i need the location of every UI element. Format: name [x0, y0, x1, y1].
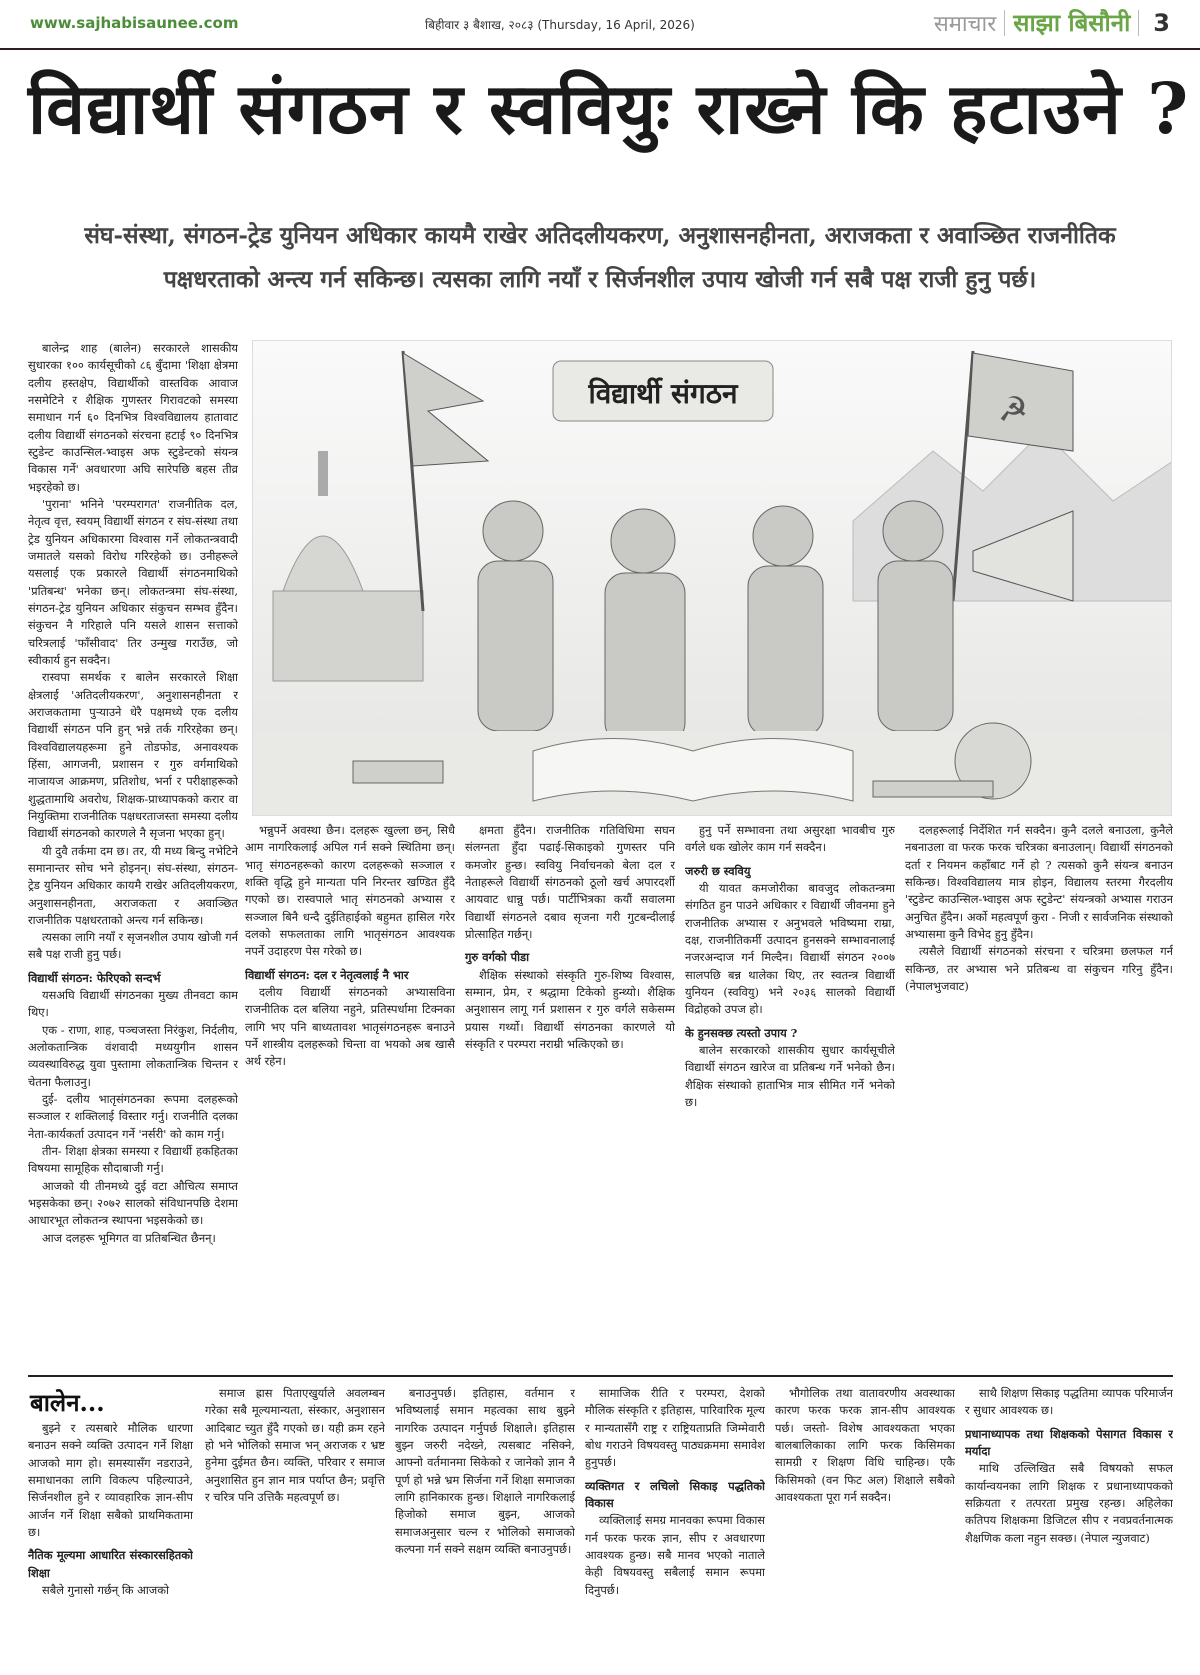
paragraph: साथै शिक्षण सिकाइ पद्धतिमा व्यापक परिमार्जन र सुधार आवश्यक छ। — [965, 1386, 1173, 1418]
paragraph: रास्वपा समर्थक र बालेन सरकारले शिक्षा क्षेत्रलाई 'अतिदलीयकरण', अनुशासनहीनता र अराजकतामा पुऱ्याउने धेरै पक्षमध्ये एक दलीय विद्यार्थी संगठन पनि हुन् भन्ने तर्क गरिरहेका छन्। विश्वविद्यालयहरूमा हुने तोडफोड, अनावश्यक हिंसा, आगजनी, प्रशासन र गुरु वर्गमाथिको नाजायज आक्रमण, प्रतिशोध, भर्ना र परीक्षाहरूको शुद्धतामाथि अवरोध, शिक्षक-प्राध्यापकको करार वा नियुक्तिमा राजनीतिक पक्षधरताजस्ता समस्या दलीय विद्यार्थी संगठनको कारणले नै सृजना भएका हुन्। — [28, 670, 238, 841]
bottom-column-2 — [205, 1385, 385, 1665]
headline: विद्यार्थी संगठन र स्ववियुः राख्ने कि हटाउने ? — [28, 67, 1190, 150]
divider — [1004, 10, 1005, 36]
paragraph: क्षमता हुँदैन। राजनीतिक गतिविधिमा सघन संलग्नता हुँदा पढाई-सिकाइको गुणस्तर पनि कमजोर हुन्छ। स्ववियु निर्वाचनको बेला दल र नेताहरूले विद्यार्थी संगठनको ठूलो खर्च अपारदर्शी आयवाट धान्नु पर्छ। पार्टीभित्रका कयौं सवालमा विद्यार्थी संगठनले दबाव सृजना गरी गुटबन्दीलाई प्रोत्साहित गर्छन्। — [465, 823, 675, 941]
paragraph: आज दलहरू भूमिगत वा प्रतिबन्धित छैनन्। — [42, 1230, 216, 1245]
paragraph: दलहरूलाई निर्देशित गर्न सक्दैन। कुनै दलले बनाउला, कुनैले नबनाउला वा फरक फरक चरित्रका बनाउलान्। विद्यार्थी संगठनको दर्ता र नियमन कहाँबाट गर्ने हो ? त्यसको कुनै संयन्त्र बनाउन सकिन्छ। विश्वविद्यालय मात्र होइन, विद्यालय स्तरमा गैरदलीय 'स्टुडेन्ट काउन्सिल-भ्वाइस अफ स्टुडेन्ट' संयन्त्रको अभ्यास गराउन अनुचित हुँदैन। अर्को महत्वपूर्ण कुरा - निजी र सार्वजनिक संस्थाको अभ्यासमा कुनै विभेद हुनु हुँदैन। — [905, 823, 1173, 941]
subheading: गुरु वर्गको पीडा — [465, 950, 530, 965]
paragraph: व्यक्तिलाई समग्र मानवका रूपमा विकास गर्न फरक फरक ज्ञान, सीप र अवधारणा आवश्यक हुन्छ। सबै मानव भएको नाताले केही विषयवस्तु सबैलाई समान रूपमा दिनुपर्छ। — [585, 1513, 765, 1597]
paragraph: आजको यी तीनमध्ये दुई वटा औचित्य समाप्त भइसकेका छन्। २०७२ सालको संविधानपछि देशमा आधारभूत लोकतन्त्र स्थापना भइसकेको छ। — [28, 1178, 238, 1228]
paragraph: माथि उल्लिखित सबै विषयको सफल कार्यान्वयनका लागि शिक्षक र प्रधानाध्यापकको सक्रियता र तत्परता प्रमुख रहन्छ। अहिलेका कतिपय शिक्षकमा डिजिटल सीप र नवप्रवर्तनात्मक शैक्षणिक कला नहुन सक्छ। (नेपाल न्युजवाट) — [965, 1461, 1173, 1545]
subheading: विद्यार्थी संगठन: फेरिएको सन्दर्भ — [28, 970, 161, 985]
paragraph: भौगोलिक तथा वातावरणीय अवस्थाका कारण फरक फरक ज्ञान-सीप आवश्यक पर्छ। जस्तो- विशेष आवश्यकता भएका बालबालिकाका लागि फरक किसिमका सामग्री र शिक्षण विधि चाहिन्छ। एकै किसिमको (वन फिट अल) शिक्षाले सबैको आवश्यकता पूरा गर्न सक्दैन। — [775, 1386, 955, 1504]
page-number: 3 — [1153, 8, 1170, 37]
paragraph: यी दुवै तर्कमा दम छ। तर, यी मध्य बिन्दु नभेटिने समानान्तर सोच भने होइनन्। संघ-संस्था, संगठन-ट्रेड युनियन अधिकार कायमै राखेर अतिदलीयकरण, अनुशासनहीनता, अराजकता र अवाञ्छित राजनीतिक पक्षधरताको अन्त्य गर्न सकिन्छ। — [28, 843, 238, 927]
paragraph: सामाजिक रीति र परम्परा, देशको मौलिक संस्कृति र इतिहास, पारिवारिक मूल्य र मान्यतासँगै राष्ट्र र राष्ट्रियताप्रति जिम्मेवारी बोध गराउने विषयवस्तु पाठ्यक्रममा समावेश हुनुपर्छ। — [585, 1386, 765, 1470]
masthead — [0, 0, 1200, 50]
subheading: के हुनसक्छ त्यस्तो उपाय ? — [685, 1025, 798, 1040]
article-column-3 — [465, 822, 675, 1365]
paragraph: समाज ह्रास पिताएखुर्याले अवलम्बन गरेका सबै मूल्यमान्यता, संस्कार, अनुशासन आदिबाट च्युत हुँदै गएको छ। यही क्रम रहने हो भने भोलिको समाज भन् अराजक र भ्रष्ट हुनेमा दुईमत छैन। व्यक्ति, परिवार र समाज अनुशासित हुन ज्ञान मात्र पर्याप्त छैन; प्रवृत्ति र चरित्र पनि उत्तिकै महत्वपूर्ण छ। — [205, 1386, 385, 1504]
paragraph: त्यसैले विद्यार्थी संगठनको संरचना र चरित्रमा छलफल गर्न सकिन्छ, तर अभ्यास भने प्रतिबन्ध वा संकुचन गरिनु हुँदैन। (नेपालभुजवाट) — [905, 944, 1173, 993]
site-url[interactable]: www.sajhabisaunee.com — [30, 14, 239, 32]
paragraph: बुझ्ने र त्यसबारे मौलिक धारणा बनाउन सक्ने व्यक्ति उत्पादन गर्ने शिक्षा आजको माग हो। समस्यासँग नडराउने, समाधानका लागि विकल्प पहिल्याउने, सिर्जनशील हुने र व्यावहारिक ज्ञान-सीप आर्जन गर्ने शिक्षा सबैको प्राथमिकतामा छ। — [28, 1421, 193, 1539]
paragraph: बनाउनुपर्छ। इतिहास, वर्तमान र भविष्यलाई समान महत्वका साथ बुझ्ने नागरिक उत्पादन गर्नुपर्छ शिक्षाले। इतिहास बुझ्न जरुरी नदेख्ने, त्यसबाट नसिक्ने, आफ्नो वर्तमानमा सिकेको र जानेको ज्ञान नै पूर्ण हो भन्ने भ्रम सिर्जना गर्ने शिक्षा समाजका लागि हानिकारक हुन्छ। शिक्षाले नागरिकलाई हिजोको समाज बुझ्न, आजको समाजअनुसार चल्न र भोलिको समाजको कल्पना गर्न सक्ने सक्षम व्यक्ति बनाउनुपर्छ। — [395, 1386, 575, 1556]
bottom-column-5 — [775, 1385, 955, 1665]
bottom-column-6 — [965, 1385, 1173, 1665]
paragraph: भन्नुपर्ने अवस्था छैन। दलहरू खुल्ला छन्, सिधै आम नागरिकलाई अपिल गर्न सक्ने स्थितिमा छन्। भातृ संगठनहरूको कारण दलहरूको सञ्जाल र शक्ति वृद्धि हुने मान्यता पनि निरन्तर खण्डित हुँदै गएको छ। रास्वपाले भातृ संगठनको अभ्यास र सञ्जाल बिनै धन्दै दुईतिहाईको बहुमत हासिल गरेर दलको सफलताका लागि भातृसंगठन आवश्यक नपर्ने उदाहरण पेस गरेको छ। — [245, 823, 455, 959]
bottom-column-3 — [395, 1385, 575, 1665]
article-column-4 — [685, 822, 895, 1365]
paragraph: यसअघि विद्यार्थी संगठनका मुख्य तीनवटा काम थिए। — [28, 988, 238, 1020]
divider — [1138, 10, 1139, 36]
bottom-column-1 — [28, 1420, 193, 1665]
subheading: जरुरी छ स्ववियु — [685, 863, 751, 878]
article-column-1 — [28, 340, 238, 1365]
dateline: बिहीवार ३ बैशाख, २०८३ (Thursday, 16 April, 2026) — [425, 18, 695, 32]
paragraph: हुनु पर्ने सम्भावना तथा असुरक्षा भावबीच गुरु वर्गले धक खोलेर काम गर्न सक्दैन। — [685, 823, 895, 855]
subheading: नैतिक मूल्यमा आधारित संस्कारसहितको शिक्षा — [28, 1548, 193, 1580]
paragraph: यी यावत कमजोरीका बावजुद लोकतन्त्रमा संगठित हुन पाउने अधिकार र विद्यार्थी जीवनमा हुने राजनीतिक अभ्यास र अनुभवले भविष्यमा राम्रा, दक्ष, राजनीतिकर्मी उत्पादन हुनसक्ने सम्भावनालाई नजरअन्दाज गर्न मिल्दैन। विद्यार्थी संगठन २००७ सालपछि बन्न थालेका थिए, तर स्वतन्त्र विद्यार्थी युनियन (स्ववियु) भने २०३६ सालको विद्यार्थी विद्रोहको उपज हो। — [685, 880, 895, 1017]
subheading: व्यक्तिगत र लचिलो सिकाइ पद्धतिको विकास — [585, 1478, 765, 1510]
brand-block — [934, 6, 1170, 39]
paragraph: शैक्षिक संस्थाको संस्कृति गुरु-शिष्य विश्वास, सम्मान, प्रेम, र श्रद्धामा टिकेको हुन्थ्यो। शैक्षिक अनुशासन लागू गर्न प्रशासन र गुरु वर्गले सकेसम्म प्रयास गर्थ्यो। विद्यार्थी संगठनका कारणले यो संस्कृति र परम्परा नराम्री भत्किएको छ। — [465, 967, 675, 1051]
paragraph: दुई- दलीय भातृसंगठनका रूपमा दलहरूको सञ्जाल र शक्तिलाई विस्तार गर्नु। राजनीति दलका नेता-कार्यकर्ता उत्पादन गर्ने 'नर्सरी' को काम गर्नु। — [28, 1092, 238, 1141]
subheading: विद्यार्थी संगठन: दल र नेतृत्वलाई नै भार — [245, 967, 409, 982]
section-divider — [28, 1375, 1173, 1377]
student-rally-illustration — [253, 341, 1172, 816]
continued-title: बालेन... — [30, 1388, 105, 1417]
article-column-5 — [905, 822, 1173, 1365]
paragraph: बालेन्द्र शाह (बालेन) सरकारले शासकीय सुधारका १०० कार्यसूचीको ८६ बुँदामा 'शिक्षा क्षेत्रमा दलीय हस्तक्षेप, विद्यार्थीको वास्तविक आवाज नसमेटिने र शैक्षिक गुणस्तर गिरावटको समस्या समाधान गर्न ६० दिनभित्र विश्वविद्यालय हातावाट दलीय विद्यार्थी संगठनको संरचना हटाई ९० दिनभित्र स्टुडेन्ट काउन्सिल-भ्वाइस अफ स्टुडेन्टको संयन्त्र विकास गर्ने' अवधारणा अघि सारेपछि बहस तीव्र भइरहेको छ। — [28, 341, 238, 494]
paragraph: दलीय विद्यार्थी संगठनको अभ्यासविना राजनीतिक दल बलिया नहुने, प्रतिस्पर्धामा टिक्नका लागि भए पनि बाध्यतावश भातृसंगठनहरू बनाउने पर्ने शास्त्रीय दलहरूको चिन्ता वा भयको अब खासै अर्थ रहेन। — [245, 984, 455, 1069]
paragraph: तीन- शिक्षा क्षेत्रका समस्या र विद्यार्थी हकहितका विषयमा सामूहिक सौदाबाजी गर्नु। — [28, 1144, 238, 1176]
banner-text: विद्यार्थी संगठन — [588, 377, 738, 410]
paragraph: बालेन सरकारको शासकीय सुधार कार्यसूचीले विद्यार्थी संगठन खारेज वा प्रतिबन्ध गर्ने भनेको छैन। शैक्षिक संस्थाको हाताभित्र मात्र सीमित गर्ने भनेको छ। — [685, 1042, 895, 1109]
paragraph: त्यसका लागि नयाँ र सृजनशील उपाय खोजी गर्न सबै पक्ष राजी हुनु पर्छ। — [28, 930, 238, 962]
illustration — [252, 340, 1172, 816]
section-label: समाचार — [933, 11, 997, 37]
paragraph: सबैले गुनासो गर्छन् कि आजको — [42, 1582, 169, 1597]
subheading: प्रधानाध्यापक तथा शिक्षकको पेसागत विकास र मर्यादा — [965, 1426, 1173, 1458]
paragraph: एक - राणा, शाह, पञ्चजस्ता निरंकुश, निर्दलीय, अलोकतान्त्रिक वंशवादी मध्ययुगीन शासन व्यवस्थाविरुद्ध युवा पुस्तामा लोकतान्त्रिक चिन्तन र चेतना फैलाउनु। — [28, 1022, 238, 1089]
bottom-column-4 — [585, 1385, 765, 1665]
deck: संघ-संस्था, संगठन-ट्रेड युनियन अधिकार कायमै राखेर अतिदलीयकरण, अनुशासनहीनता, अराजकता र अवाञ्छित राजनीतिक पक्षधरताको अन्त्य गर्न सकिन्छ। त्यसका लागि नयाँ र सिर्जनशील उपाय खोजी गर्न सबै पक्ष राजी हुनु पर्छ। — [84, 222, 1116, 293]
brand-name: साझा बिसौनी — [1013, 8, 1131, 37]
article-column-2 — [245, 822, 455, 1365]
svg-text:☭: ☭ — [997, 390, 1029, 430]
paragraph: 'पुराना' भनिने 'परम्परागत' राजनीतिक दल, नेतृत्व वृत्त, स्वयम् विद्यार्थी संगठन र संघ-संस्था तथा ट्रेड युनियन अधिकारमा विश्वास गर्ने लोकतन्त्रवादी जमातले यसको विरोध गरिरहेको छ। उनीहरूले यसलाई एक प्रकारले विद्यार्थी संगठनमाथिको 'प्रतिबन्ध' भनेका छन्। लोकतन्त्रमा संघ-संस्था, संगठन-ट्रेड युनियन अधिकार संकुचन सम्भव हुँदैन। संकुचन नै गरिहाले पनि यसले शासन सत्ताको चरित्रलाई 'फाँसीवाद' तिर उन्मुख गराउँछ, जो स्वीकार्य हुन सक्दैन। — [28, 496, 238, 667]
